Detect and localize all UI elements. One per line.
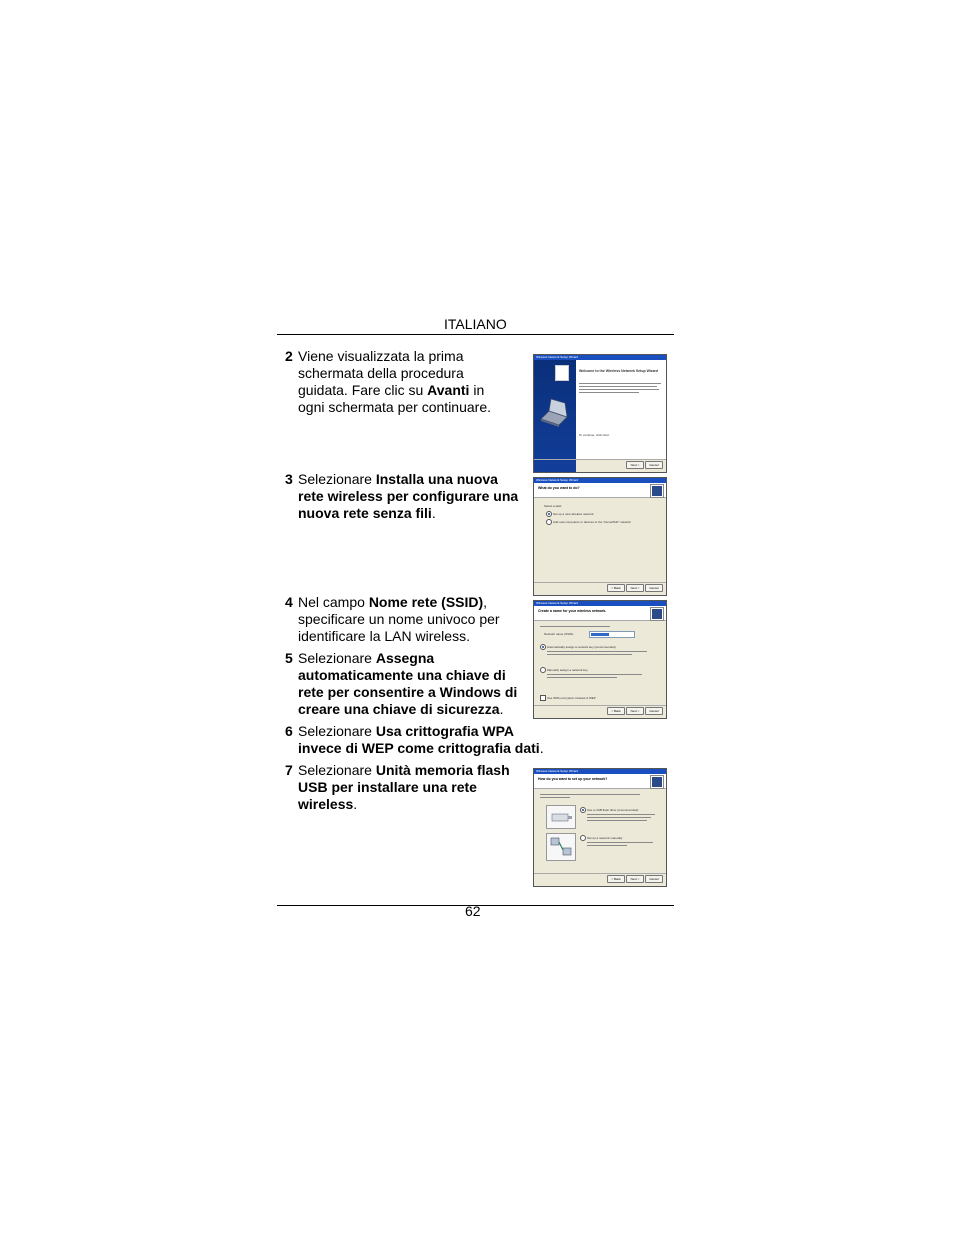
manual-setup-icon <box>546 833 576 861</box>
cancel-button[interactable]: Cancel <box>645 875 663 883</box>
step-3 <box>285 471 525 526</box>
next-button[interactable]: Next > <box>626 875 644 883</box>
option-new-network: Set up a new wireless network <box>553 512 594 516</box>
step-text: Selezionare Usa crittografia WPA invece di WEP come crittografia dati. <box>298 723 544 756</box>
wizard-header <box>534 774 666 789</box>
wizard-heading: How do you want to set up your network? <box>538 777 608 781</box>
radio-add-device[interactable] <box>546 519 552 525</box>
cancel-button[interactable]: Cancel <box>645 584 663 592</box>
screenshot-welcome <box>533 354 667 473</box>
wizard-icon <box>651 776 663 788</box>
radio-new-network[interactable] <box>546 511 552 517</box>
radio-usb[interactable] <box>580 807 586 813</box>
page-number: 62 <box>465 903 481 919</box>
window-titlebar: Wireless Network Setup Wizard <box>534 601 666 606</box>
footer-separator <box>534 873 666 874</box>
option-auto-key: Automatically assign a network key (recommended) <box>547 645 616 649</box>
window-titlebar: Wireless Network Setup Wizard <box>534 478 666 483</box>
option-manual: Set up a network manually <box>587 836 623 840</box>
step-text: Selezionare Assegna automaticamente una chiave di rete per consentire a Windows di creare una chiave di sicurezza. <box>298 650 518 717</box>
wireless-card-icon <box>555 365 569 381</box>
text-line <box>587 817 651 818</box>
step-4 <box>285 594 525 649</box>
text-line <box>587 845 627 846</box>
text-line <box>540 797 570 798</box>
header-language: ITALIANO <box>444 316 507 332</box>
screenshot-method <box>533 768 667 887</box>
welcome-heading: Welcome to the Wireless Network Setup Wizard <box>579 369 659 373</box>
text-line <box>579 392 639 393</box>
next-button[interactable]: Next > <box>626 584 644 592</box>
step-text: Selezionare Unità memoria flash USB per installare una rete wireless. <box>298 762 510 812</box>
step-number: 3 <box>285 471 293 487</box>
step-text: Viene visualizzata la prima schermata della procedura guidata. Fare clic su Avanti in ogni schermata per continuare. <box>298 348 491 415</box>
step-text: Selezionare Installa una nuova rete wireless per configurare una nuova rete senza fili. <box>298 471 519 521</box>
text-line <box>579 383 661 384</box>
step-number: 2 <box>285 348 293 364</box>
window-titlebar: Wireless Network Setup Wizard <box>534 355 666 360</box>
back-button[interactable]: < Back <box>607 875 625 883</box>
step-6 <box>285 723 560 759</box>
continue-text: To continue, click Next. <box>579 433 610 437</box>
text-line <box>579 389 659 390</box>
step-number: 7 <box>285 762 293 778</box>
screenshot-ssid <box>533 600 667 719</box>
wpa-checkbox[interactable] <box>540 695 546 701</box>
step-number: 6 <box>285 723 293 739</box>
back-button[interactable]: < Back <box>607 584 625 592</box>
step-number: 4 <box>285 594 293 610</box>
ssid-input[interactable] <box>589 631 635 638</box>
step-2 <box>285 348 525 418</box>
wizard-header <box>534 606 666 621</box>
step-5 <box>285 650 525 720</box>
welcome-content-panel <box>576 360 666 460</box>
cancel-button[interactable]: Cancel <box>645 461 663 469</box>
cancel-button[interactable]: Cancel <box>645 707 663 715</box>
wizard-heading: Create a name for your wireless network. <box>538 609 607 613</box>
option-manual-key: Manually assign a network key <box>547 668 588 672</box>
footer-separator <box>534 582 666 583</box>
option-add-device: Add new computers or devices to the "HomeWiFi" network <box>553 520 631 524</box>
back-button[interactable]: < Back <box>607 707 625 715</box>
text-line <box>547 674 642 675</box>
next-button[interactable]: Next > <box>626 461 644 469</box>
laptop-icon <box>539 397 569 433</box>
text-line <box>587 814 655 815</box>
radio-manual[interactable] <box>580 835 586 841</box>
wizard-icon <box>651 485 663 497</box>
header-rule <box>277 334 674 335</box>
usb-drive-icon <box>546 805 576 829</box>
text-line <box>540 626 610 627</box>
wizard-heading: What do you want to do? <box>538 486 580 490</box>
step-7 <box>285 762 525 817</box>
screenshot-task <box>533 477 667 596</box>
next-button[interactable]: Next > <box>626 707 644 715</box>
wpa-option: Use WPA encryption instead of WEP <box>547 696 596 700</box>
text-line <box>547 654 632 655</box>
text-line <box>547 677 617 678</box>
radio-auto-key[interactable] <box>540 644 546 650</box>
wizard-header <box>534 483 666 498</box>
ssid-label: Network name (SSID): <box>544 632 575 636</box>
window-titlebar: Wireless Network Setup Wizard <box>534 769 666 774</box>
wizard-icon <box>651 608 663 620</box>
text-line <box>587 842 653 843</box>
footer-separator <box>534 705 666 706</box>
step-number: 5 <box>285 650 293 666</box>
text-line <box>547 651 647 652</box>
text-line <box>579 386 657 387</box>
task-prompt: Select a task: <box>544 504 563 508</box>
footer-separator <box>534 459 666 460</box>
ssid-selection <box>591 633 609 636</box>
option-usb: Use a USB flash drive (recommended) <box>587 808 639 812</box>
radio-manual-key[interactable] <box>540 667 546 673</box>
text-line <box>587 820 647 821</box>
text-line <box>540 794 640 795</box>
step-text: Nel campo Nome rete (SSID), specificare un nome univoco per identificare la LAN wireless. <box>298 594 500 644</box>
